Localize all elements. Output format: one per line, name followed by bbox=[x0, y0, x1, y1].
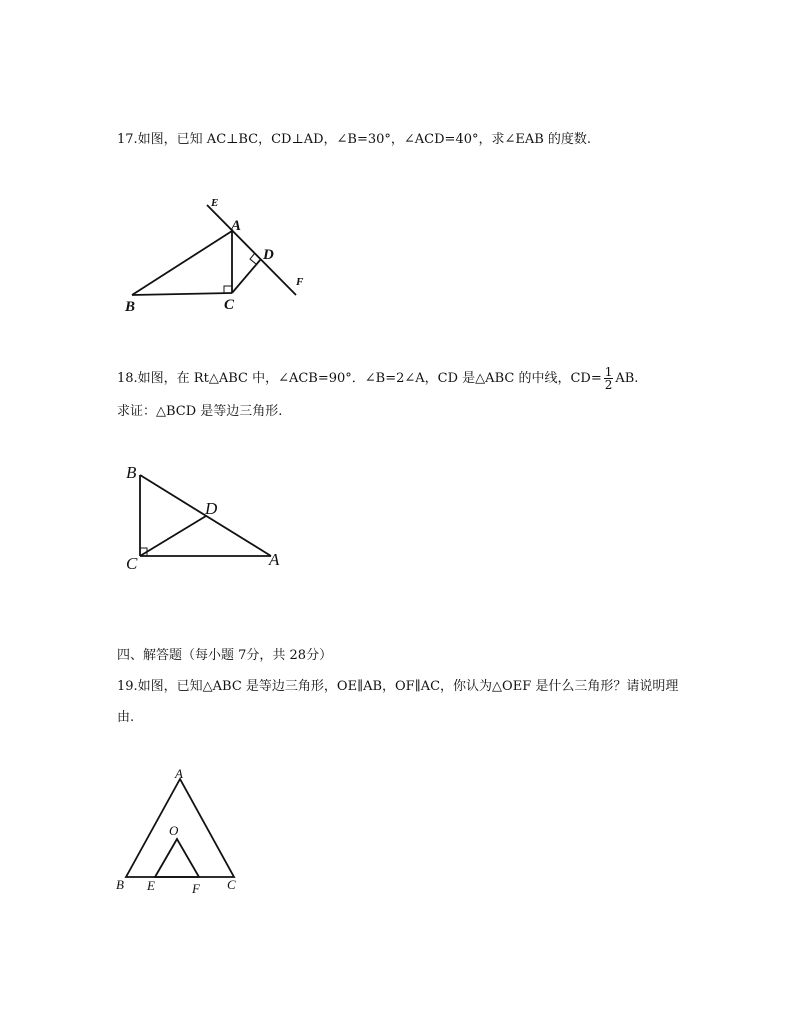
question-17-text: 17.如图，已知 AC⊥BC，CD⊥AD，∠B=30°，∠ACD=40°，求∠EAB 的度数. bbox=[117, 132, 592, 147]
fraction-one-half bbox=[604, 366, 614, 391]
figure-19-diagram bbox=[110, 765, 250, 897]
label-B: B bbox=[126, 463, 137, 482]
label-E: E bbox=[211, 197, 219, 209]
label-A: A bbox=[175, 766, 183, 781]
label-D: D bbox=[263, 247, 274, 263]
label-C: C bbox=[126, 554, 138, 573]
label-A: A bbox=[231, 218, 242, 234]
question-19-line2: 由. bbox=[117, 710, 135, 725]
label-F: F bbox=[192, 881, 200, 896]
question-18-prove: 求证：△BCD 是等边三角形. bbox=[117, 404, 283, 419]
label-O: O bbox=[169, 823, 179, 838]
label-D: D bbox=[205, 499, 218, 518]
question-18-text bbox=[117, 366, 638, 391]
label-B: B bbox=[125, 299, 136, 315]
label-C: C bbox=[227, 877, 236, 892]
question-18-text-after: AB. bbox=[615, 371, 639, 386]
fraction-denominator: 2 bbox=[604, 378, 613, 392]
label-A: A bbox=[269, 550, 280, 569]
question-18-text-before: 18.如图，在 Rt△ABC 中，∠ACB=90°．∠B=2∠A，CD 是△ABC 的中线，CD= bbox=[117, 371, 602, 386]
label-C: C bbox=[224, 297, 235, 313]
fraction-numerator: 1 bbox=[604, 365, 613, 379]
figure-18-diagram bbox=[115, 460, 295, 575]
question-19-line1: 19.如图，已知△ABC 是等边三角形，OE∥AB，OF∥AC，你认为△OEF 是什么三角形？请说明理 bbox=[117, 679, 679, 694]
figure-17-diagram bbox=[115, 192, 315, 317]
label-F: F bbox=[296, 276, 304, 288]
section-4-title: 四、解答题（每小题 7分，共 28分） bbox=[117, 648, 333, 663]
label-E: E bbox=[147, 878, 155, 893]
label-B: B bbox=[116, 877, 124, 892]
